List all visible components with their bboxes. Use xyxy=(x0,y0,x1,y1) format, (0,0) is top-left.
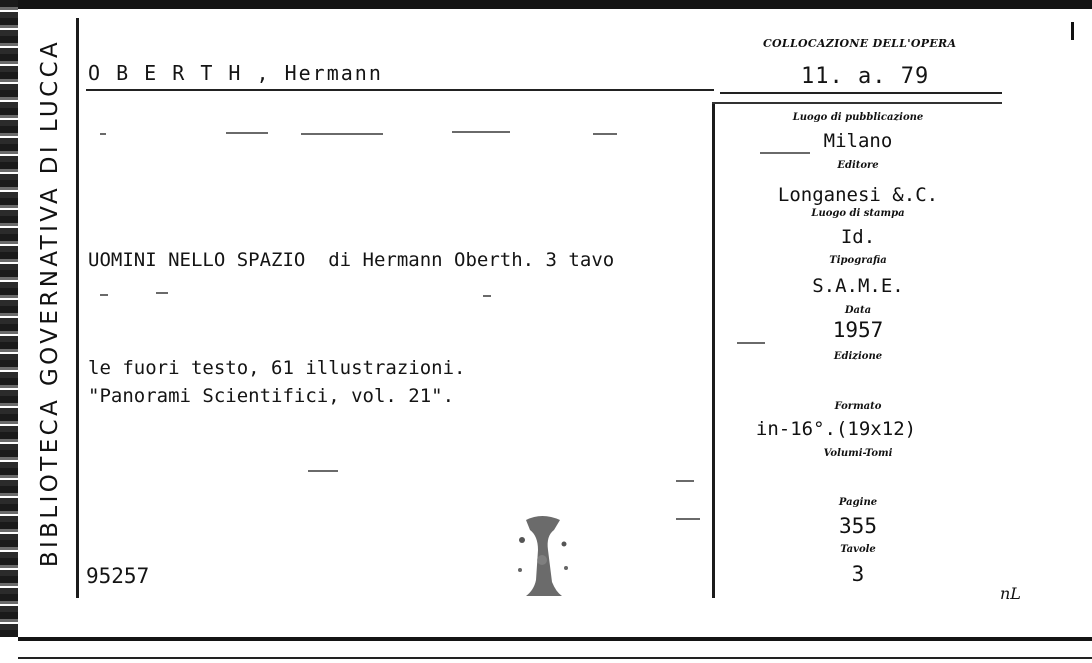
title-line: le fuori testo, 61 illustrazioni. xyxy=(88,357,466,379)
ruled-dash xyxy=(760,152,810,154)
ruled-dash xyxy=(737,342,765,344)
ruled-dash xyxy=(226,132,268,134)
right-edge-mark xyxy=(1071,22,1074,40)
left-edge-border xyxy=(0,0,18,663)
shelf-mark: 11. a. 79 xyxy=(801,64,930,89)
field-value-printer: S.A.M.E. xyxy=(812,275,904,297)
ruled-dash xyxy=(676,480,694,482)
ruled-dash xyxy=(676,518,700,520)
ruled-dash xyxy=(483,295,491,297)
field-value-print-place: Id. xyxy=(840,226,876,248)
field-label-format: Formato xyxy=(834,401,882,412)
title-description xyxy=(88,170,614,458)
ruled-dash xyxy=(100,294,108,296)
ruled-dash xyxy=(452,131,510,133)
stamp-mark-icon xyxy=(512,510,574,600)
field-value-pages: 355 xyxy=(839,514,877,538)
ruled-dash xyxy=(100,133,106,135)
top-border xyxy=(18,0,1092,9)
shelf-underline xyxy=(720,92,1002,94)
inventory-number: 95257 xyxy=(86,564,150,588)
ruled-dash xyxy=(156,292,168,294)
bottom-border xyxy=(18,637,1092,641)
handwritten-mark: nL xyxy=(1000,584,1021,603)
field-label-pages: Pagine xyxy=(838,497,878,508)
series-statement: "Panorami Scientifici, vol. 21". xyxy=(88,385,455,407)
field-label-printer: Tipografia xyxy=(829,255,887,266)
author-underline xyxy=(86,89,714,91)
field-value-date: 1957 xyxy=(832,318,884,342)
field-value-plates: 3 xyxy=(851,562,865,586)
ruled-dash xyxy=(593,133,617,135)
field-value-place: Milano xyxy=(823,130,893,152)
field-label-print-place: Luogo di stampa xyxy=(811,208,905,219)
left-divider-line xyxy=(76,18,79,598)
library-name: BIBLIOTECA GOVERNATIVA DI LUCCA xyxy=(37,38,63,568)
field-label-edition: Edizione xyxy=(833,351,883,362)
field-value-format: in-16°.(19x12) xyxy=(755,418,917,440)
field-label-volumes: Volumi-Tomi xyxy=(823,448,893,459)
title-line: UOMINI NELLO SPAZIO di Hermann Oberth. 3 tavo xyxy=(88,249,615,271)
author-heading: O B E R T H , Hermann xyxy=(88,61,383,85)
field-label-publisher: Editore xyxy=(837,160,879,171)
field-label-plates: Tavole xyxy=(840,544,876,555)
right-column-divider xyxy=(712,102,715,598)
right-column-top-rule xyxy=(712,102,1002,104)
field-label-place: Luogo di pubblicazione xyxy=(792,112,924,123)
field-value-publisher: Longanesi &.C. xyxy=(777,184,939,206)
ruled-dash xyxy=(308,470,338,472)
ruled-dash xyxy=(301,133,383,135)
field-label-date: Data xyxy=(844,305,872,316)
collocation-header: COLLOCAZIONE DELL'OPERA xyxy=(763,37,957,50)
bottom-border-thin xyxy=(18,657,1092,659)
